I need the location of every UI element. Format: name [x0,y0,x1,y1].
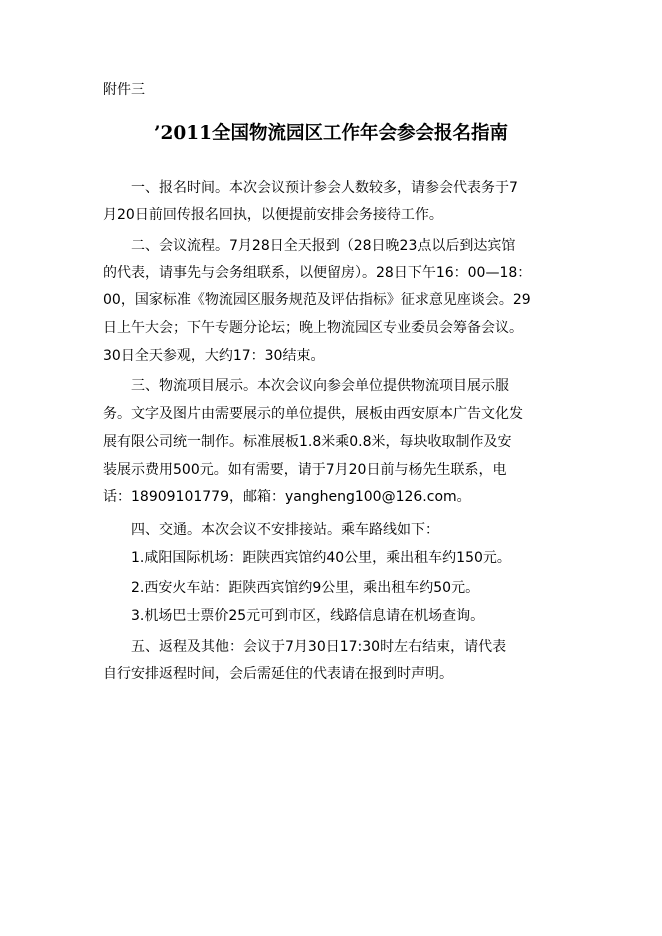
body-line: 3.机场巴士票价25元可到市区，线路信息请在机场查询。 [131,608,485,624]
body-line: 2.西安火车站：距陕西宾馆约9公里，乘出租车约50元。 [131,580,480,596]
body-line: 三、物流项目展示。本次会议向参会单位提供物流项目展示服 [131,378,509,394]
body-line: 月20日前回传报名回执，以便提前安排会务接待工作。 [103,207,443,223]
document-title: ’2011全国物流园区工作年会参会报名指南 [154,123,508,144]
body-line: 二、会议流程。7月28日全天报到（28日晚23点以后到达宾馆 [131,238,516,254]
body-line: 日上午大会；下午专题分论坛；晚上物流园区专业委员会筹备会议。 [103,320,523,336]
body-line: 30日全天参观，大约17：30结束。 [103,348,325,364]
body-line: 的代表，请事先与会务组联系，以便留房）。28日下午16：00—18： [103,265,532,281]
body-line: 务。文字及图片由需要展示的单位提供，展板由西安原本广告文化发 [103,406,523,422]
body-line: 00，国家标准《物流园区服务规范及评估指标》征求意见座谈会。29 [103,292,531,308]
body-line: 五、返程及其他：会议于7月30日17:30时左右结束，请代表 [131,639,507,655]
body-line: 自行安排返程时间，会后需延住的代表请在报到时声明。 [103,666,453,682]
body-line: 1.咸阳国际机场：距陕西宾馆约40公里，乘出租车约150元。 [131,550,511,566]
body-line: 四、交通。本次会议不安排接站。乘车路线如下： [131,522,439,538]
attachment-label: 附件三 [103,82,145,98]
body-line: 展有限公司统一制作。标准展板1.8米乘0.8米，每块收取制作及安 [103,434,512,450]
body-line: 话：18909101779，邮箱：yangheng100@126.com。 [103,489,471,505]
body-line: 装展示费用500元。如有需要，请于7月20日前与杨先生联系，电 [103,462,507,478]
body-line: 一、报名时间。本次会议预计参会人数较多，请参会代表务于7 [131,180,518,196]
